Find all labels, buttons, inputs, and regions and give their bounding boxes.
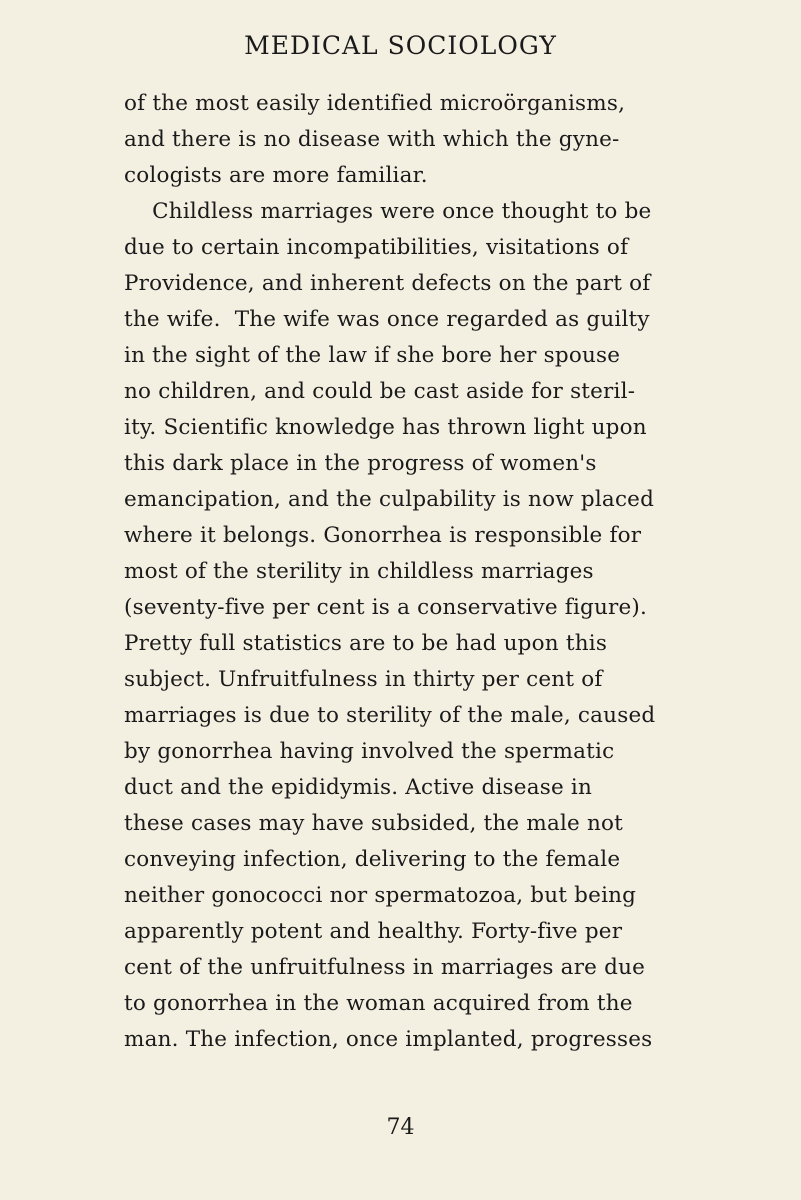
text-line: no children, and could be cast aside for steril- (124, 379, 636, 404)
text-line: in the sight of the law if she bore her spouse (124, 343, 621, 368)
text-line: due to certain incompatibilities, visitations of (124, 235, 629, 260)
text-line: this dark place in the progress of women's (124, 451, 597, 476)
text-line: man. The infection, once implanted, progresses (124, 1027, 653, 1052)
text-line: marriages is due to sterility of the male, caused (124, 703, 656, 728)
text-line: emancipation, and the culpability is now placed (124, 487, 655, 512)
text-line: ity. Scientific knowledge has thrown light upon (124, 415, 647, 440)
text-line: to gonorrhea in the woman acquired from the (124, 991, 633, 1016)
text-line: most of the sterility in childless marriages (124, 559, 594, 584)
text-line: apparently potent and healthy. Forty-five per (124, 919, 623, 944)
text-line: Pretty full statistics are to be had upon this (124, 631, 608, 656)
text-line: neither gonococci nor spermatozoa, but being (124, 883, 637, 908)
text-line: Providence, and inherent defects on the part of (124, 271, 651, 296)
text-line: cent of the unfruitfulness in marriages are due (124, 955, 646, 980)
text-line: where it belongs. Gonorrhea is responsible for (124, 523, 642, 548)
text-line: duct and the epididymis. Active disease in (124, 775, 593, 800)
body-text (124, 86, 714, 1058)
text-line: Childless marriages were once thought to be (124, 199, 652, 224)
page-number: 74 (386, 1115, 415, 1140)
text-line: these cases may have subsided, the male not (124, 811, 624, 836)
text-line: (seventy-five per cent is a conservative figure). (124, 595, 648, 620)
text-line: the wife. The wife was once regarded as guilty (124, 307, 650, 332)
text-line: cologists are more familiar. (124, 163, 428, 188)
text-line: subject. Unfruitfulness in thirty per cent of (124, 667, 603, 692)
text-line: and there is no disease with which the gyne- (124, 127, 620, 152)
text-line: of the most easily identified microörganisms, (124, 91, 626, 116)
text-line: conveying infection, delivering to the female (124, 847, 621, 872)
text-line: by gonorrhea having involved the spermatic (124, 739, 615, 764)
running-head: MEDICAL SOCIOLOGY (244, 31, 557, 60)
